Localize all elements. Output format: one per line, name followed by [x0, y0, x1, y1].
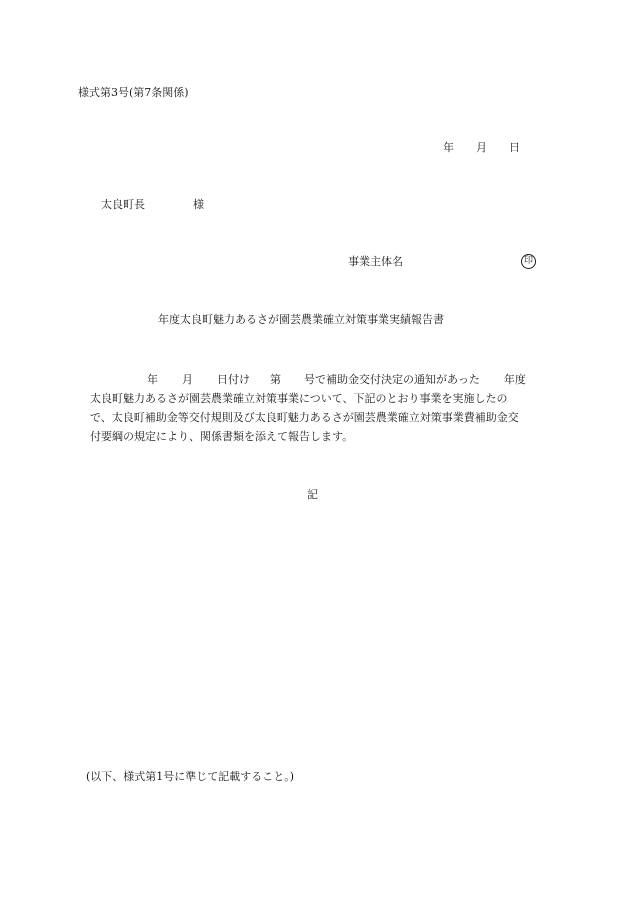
body-line-2: 太良町魅力あるさが園芸農業確立対策事業について、下記のとおり事業を実施したの: [90, 392, 508, 405]
report-body: [90, 370, 552, 446]
body-line-4: 付要綱の規定により、関係書類を添えて報告します。: [90, 430, 354, 443]
form-number: 様式第3号(第7条関係): [78, 86, 189, 99]
date-year-label: 年: [443, 141, 454, 154]
date-month-label: 月: [476, 141, 487, 154]
body-fiscal-year: 年度: [503, 373, 526, 386]
body-line-3: で、太良町補助金等交付規則及び太良町魅力あるさが園芸農業確立対策事業費補助金交: [90, 411, 519, 424]
applicant: [348, 255, 536, 269]
date-day-label: 日: [509, 141, 520, 154]
document-title: 年度太良町魅力あるさが園芸農業確立対策事業実績報告書: [158, 313, 444, 326]
seal-mark: 印: [521, 254, 536, 269]
body-number-prefix: 第: [270, 373, 281, 386]
footnote: (以下、様式第1号に準じて記載すること。): [86, 770, 295, 783]
addressee: [101, 198, 204, 212]
body-date-suffix: 日付け: [217, 373, 250, 386]
body-year: 年: [147, 373, 158, 386]
date-line: [443, 141, 520, 155]
body-line-1: [90, 370, 552, 389]
body-month: 月: [182, 373, 193, 386]
applicant-label: 事業主体名: [348, 255, 403, 268]
addressee-name: 太良町長: [101, 198, 145, 211]
body-notification: 号で補助金交付決定の通知があった: [304, 373, 480, 386]
record-heading: 記: [307, 488, 318, 501]
addressee-honorific: 様: [193, 198, 204, 211]
